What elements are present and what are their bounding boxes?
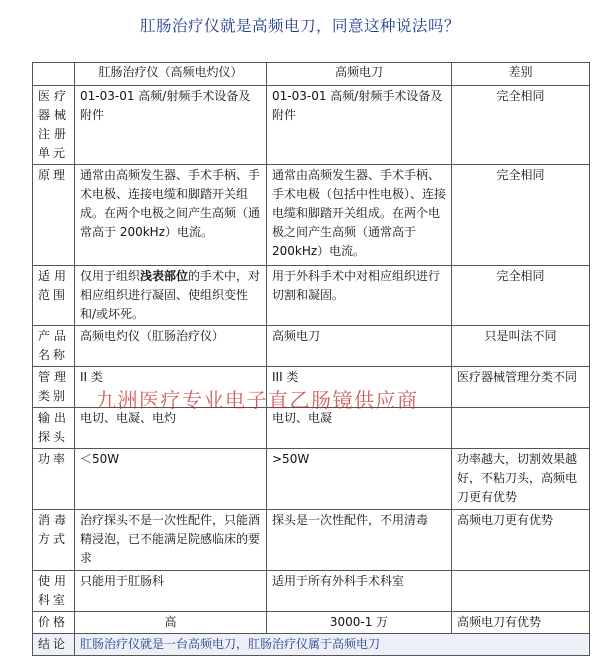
cell-anal-device: 高 xyxy=(75,612,267,634)
row-label: 原理 xyxy=(33,165,75,266)
row-label: 产品名称 xyxy=(33,326,75,367)
table-row xyxy=(33,449,590,510)
comparison-table xyxy=(32,62,590,656)
scope-text-emphasis: 浅表部位 xyxy=(140,269,189,283)
cell-difference xyxy=(452,571,590,612)
cell-electrosurgical-knife: III 类 xyxy=(267,367,452,408)
conclusion-text: 肛肠治疗仪就是一台高频电刀，肛肠治疗仪属于高频电刀 xyxy=(75,634,590,656)
row-label: 管理类别 xyxy=(33,367,75,408)
cell-anal-device: 高频电灼仪（肛肠治疗仪） xyxy=(75,326,267,367)
cell-anal-device xyxy=(75,266,267,326)
cell-anal-device: 治疗探头不是一次性配件，只能酒精浸泡，已不能满足院感临床的要求 xyxy=(75,510,267,571)
cell-anal-device: 只能用于肛肠科 xyxy=(75,571,267,612)
cell-difference: 医疗器械管理分类不同 xyxy=(452,367,590,408)
table-row xyxy=(33,165,590,266)
cell-difference: 完全相同 xyxy=(452,86,590,165)
cell-electrosurgical-knife: 电切、电凝 xyxy=(267,408,452,449)
cell-anal-device: ＜50W xyxy=(75,449,267,510)
table-row xyxy=(33,510,590,571)
cell-electrosurgical-knife: 适用于所有外科手术科室 xyxy=(267,571,452,612)
conclusion-row xyxy=(33,634,590,656)
header-corner xyxy=(33,63,75,86)
cell-electrosurgical-knife: 用于外科手术中对相应组织进行切割和凝固。 xyxy=(267,266,452,326)
cell-anal-device: 电切、电凝、电灼 xyxy=(75,408,267,449)
cell-electrosurgical-knife: 通常由高频发生器、手术手柄、手术电极（包括中性电极）、连接电缆和脚踏开关组成。在两个电极之间产生高频（通常高于 200kHz）电流。 xyxy=(267,165,452,266)
table-row xyxy=(33,367,590,408)
cell-difference: 高频电刀有优势 xyxy=(452,612,590,634)
header-electrosurgical-knife: 高频电刀 xyxy=(267,63,452,86)
row-label: 适用范围 xyxy=(33,266,75,326)
cell-difference: 完全相同 xyxy=(452,165,590,266)
scope-text-pre: 仅用于组织 xyxy=(80,269,141,283)
row-label: 功率 xyxy=(33,449,75,510)
cell-electrosurgical-knife: 3000-1 万 xyxy=(267,612,452,634)
cell-electrosurgical-knife: 探头是一次性配件，不用清毒 xyxy=(267,510,452,571)
cell-difference: 完全相同 xyxy=(452,266,590,326)
table-row xyxy=(33,266,590,326)
cell-electrosurgical-knife: 01-03-01 高频/射频手术设备及附件 xyxy=(267,86,452,165)
page-title: 肛肠治疗仪就是高频电刀，同意这种说法吗？ xyxy=(139,17,460,35)
header-anal-device: 肛肠治疗仪（高频电灼仪） xyxy=(75,63,267,86)
row-label: 使用科室 xyxy=(33,571,75,612)
table-row xyxy=(33,408,590,449)
cell-difference: 只是叫法不同 xyxy=(452,326,590,367)
watermark: 九洲医疗专业电子直乙肠镜供应商 xyxy=(96,388,419,412)
cell-difference: 功率越大，切割效果越好，不粘刀头，高频电刀更有优势 xyxy=(452,449,590,510)
cell-electrosurgical-knife: >50W xyxy=(267,449,452,510)
header-difference: 差别 xyxy=(452,63,590,86)
cell-difference xyxy=(452,408,590,449)
table-row xyxy=(33,326,590,367)
cell-anal-device: 01-03-01 高频/射频手术设备及附件 xyxy=(75,86,267,165)
cell-difference: 高频电刀更有优势 xyxy=(452,510,590,571)
scope-text-post: 的手术中，对相应组织进行凝固、使组织变性和/或坏死。 xyxy=(80,269,261,321)
row-label: 结论 xyxy=(33,634,75,656)
table-header-row xyxy=(33,63,590,86)
cell-electrosurgical-knife: 高频电刀 xyxy=(267,326,452,367)
row-label: 输出探头 xyxy=(33,408,75,449)
table-row xyxy=(33,86,590,165)
row-label: 医疗器械注册单元 xyxy=(33,86,75,165)
row-label: 消毒方式 xyxy=(33,510,75,571)
table-row xyxy=(33,571,590,612)
cell-anal-device: II 类 xyxy=(75,367,267,408)
cell-anal-device: 通常由高频发生器、手术手柄、手术电极、连接电缆和脚踏开关组成。在两个电极之间产生高频（通常高于 200kHz）电流。 xyxy=(75,165,267,266)
table-row xyxy=(33,612,590,634)
row-label: 价格 xyxy=(33,612,75,634)
